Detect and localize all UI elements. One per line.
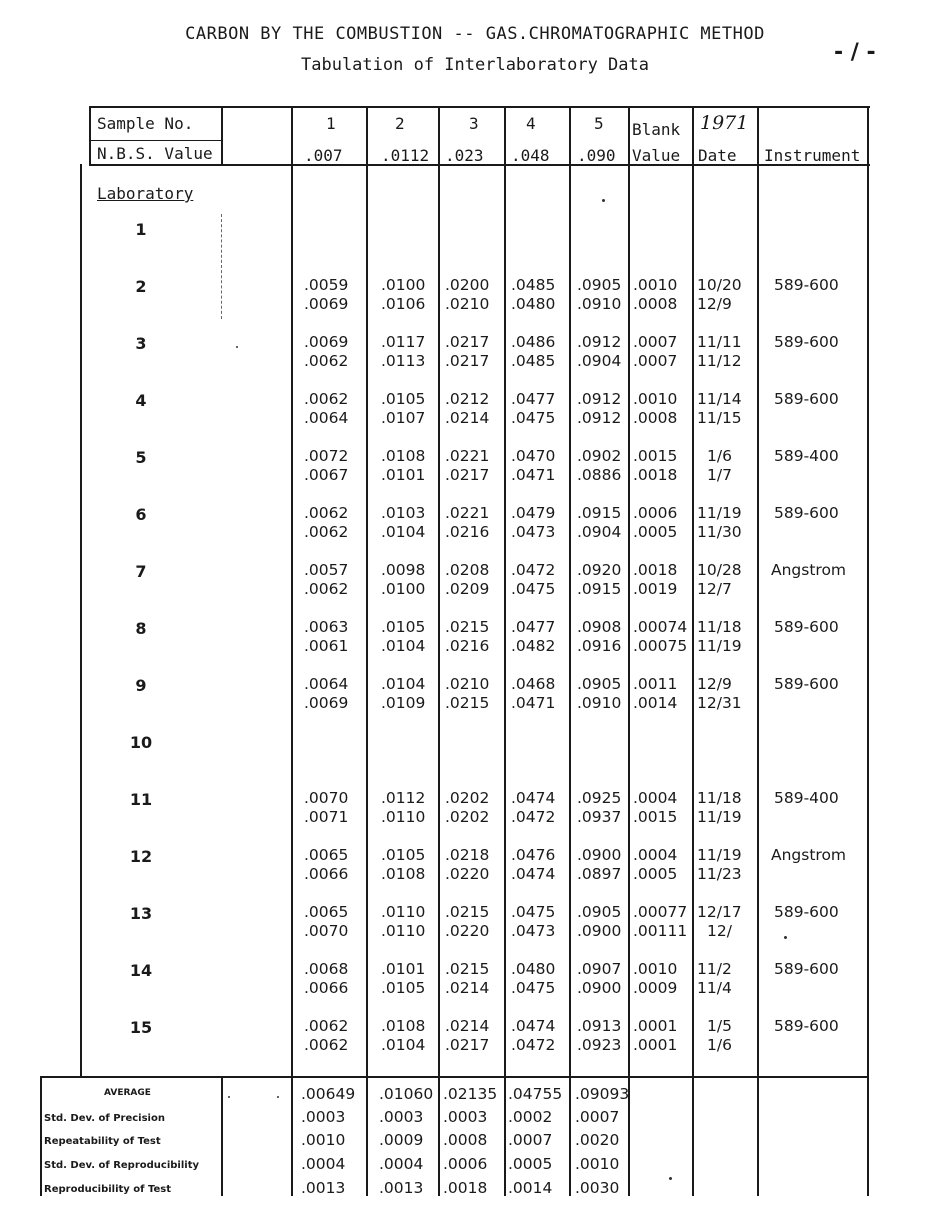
value-cell-blank: .0007 — [633, 352, 678, 370]
value-cell-v1: .0062 — [304, 1017, 349, 1035]
value-cell-v2: .0108 — [381, 1017, 426, 1035]
value-cell-date: 11/2 — [697, 960, 732, 978]
document-subtitle: Tabulation of Interlaboratory Data — [301, 55, 649, 75]
value-cell-v5: .0916 — [577, 637, 622, 655]
summary-value: .0004 — [301, 1155, 346, 1173]
value-cell-v2: .0100 — [381, 580, 426, 598]
value-cell-v3: .0221 — [445, 447, 490, 465]
value-cell-v5: .0886 — [577, 466, 622, 484]
instrument-cell: 589-600 — [774, 276, 839, 294]
sample-number-3: 3 — [469, 114, 479, 133]
nbs-value-label: N.B.S. Value — [97, 144, 213, 163]
value-cell-blank: .0005 — [633, 523, 678, 541]
value-cell-v2: .0101 — [381, 960, 426, 978]
value-cell-v2: .0103 — [381, 504, 426, 522]
value-cell-v1: .0069 — [304, 694, 349, 712]
value-cell-v3: .0214 — [445, 979, 490, 997]
summary-value: .00649 — [301, 1085, 356, 1103]
col-divider-label-summary — [221, 1076, 223, 1196]
handwritten-year: 1971 — [700, 112, 749, 134]
value-cell-v2: .0098 — [381, 561, 426, 579]
value-cell-v1: .0067 — [304, 466, 349, 484]
value-cell-v1: .0062 — [304, 1036, 349, 1054]
nbs-value-5: .090 — [577, 146, 616, 165]
value-cell-v4: .0475 — [511, 409, 556, 427]
col-divider-4 — [504, 106, 506, 1196]
value-cell-v5: .0923 — [577, 1036, 622, 1054]
value-cell-v3: .0217 — [445, 333, 490, 351]
value-cell-v1: .0063 — [304, 618, 349, 636]
value-cell-v5: .0937 — [577, 808, 622, 826]
summary-value: .0010 — [575, 1155, 620, 1173]
summary-label: Repeatability of Test — [44, 1136, 161, 1147]
value-cell-v5: .0907 — [577, 960, 622, 978]
value-cell-v1: .0062 — [304, 352, 349, 370]
instrument-cell: 589-600 — [774, 960, 839, 978]
summary-value: .0010 — [301, 1131, 346, 1149]
value-cell-blank: .00075 — [633, 637, 688, 655]
value-cell-date: 11/19 — [697, 846, 742, 864]
laboratory-number: 7 — [135, 562, 147, 581]
laboratory-number: 10 — [129, 733, 153, 752]
value-cell-v2: .0110 — [381, 808, 426, 826]
value-cell-blank: .0018 — [633, 466, 678, 484]
col-divider-3 — [438, 106, 440, 1196]
value-cell-v1: .0062 — [304, 580, 349, 598]
value-cell-date: 1/5 — [707, 1017, 732, 1035]
summary-value: .0013 — [301, 1179, 346, 1197]
value-cell-v4: .0485 — [511, 276, 556, 294]
nbs-value-3: .023 — [445, 146, 484, 165]
instrument-label: Instrument — [764, 146, 861, 165]
value-cell-v4: .0480 — [511, 960, 556, 978]
summary-value: .01060 — [379, 1085, 434, 1103]
summary-value: .0020 — [575, 1131, 620, 1149]
col-divider-7 — [692, 106, 694, 1196]
summary-label: Reproducibility of Test — [44, 1184, 172, 1195]
value-cell-date: 12/7 — [697, 580, 732, 598]
value-cell-v3: .0215 — [445, 694, 490, 712]
value-cell-blank: .0001 — [633, 1017, 678, 1035]
value-cell-v5: .0900 — [577, 846, 622, 864]
value-cell-v5: .0902 — [577, 447, 622, 465]
col-divider-1 — [291, 106, 293, 1196]
value-cell-date: 11/23 — [697, 865, 742, 883]
value-cell-blank: .0004 — [633, 789, 678, 807]
value-cell-blank: .0015 — [633, 447, 678, 465]
value-cell-v2: .0105 — [381, 618, 426, 636]
value-cell-v2: .0110 — [381, 903, 426, 921]
value-cell-v2: .0108 — [381, 447, 426, 465]
value-cell-v4: .0475 — [511, 979, 556, 997]
sample-number-4: 4 — [526, 114, 536, 133]
value-cell-v2: .0101 — [381, 466, 426, 484]
value-cell-v5: .0910 — [577, 694, 622, 712]
value-cell-v1: .0065 — [304, 846, 349, 864]
page-number: - / - — [834, 40, 876, 65]
value-cell-v1: .0061 — [304, 637, 349, 655]
col-divider-2 — [366, 106, 368, 1196]
value-cell-blank: .0018 — [633, 561, 678, 579]
value-cell-v3: .0210 — [445, 675, 490, 693]
value-cell-blank: .0008 — [633, 295, 678, 313]
laboratory-number: 11 — [129, 790, 153, 809]
instrument-cell: Angstrom — [771, 561, 847, 579]
scan-speck — [602, 199, 605, 202]
summary-value: .0030 — [575, 1179, 620, 1197]
value-cell-v3: .0200 — [445, 276, 490, 294]
value-cell-v2: .0104 — [381, 1036, 426, 1054]
value-cell-blank: .0004 — [633, 846, 678, 864]
value-cell-v3: .0218 — [445, 846, 490, 864]
value-cell-v2: .0100 — [381, 276, 426, 294]
scan-speck — [669, 1177, 672, 1180]
value-cell-v3: .0210 — [445, 295, 490, 313]
table-top-border — [89, 106, 870, 108]
value-cell-date: 11/18 — [697, 618, 742, 636]
value-cell-v4: .0482 — [511, 637, 556, 655]
value-cell-date: 11/18 — [697, 789, 742, 807]
summary-left-border — [40, 1076, 42, 1196]
summary-value: .0003 — [379, 1108, 424, 1126]
sample-row-underline — [89, 140, 221, 141]
laboratory-number: 2 — [135, 277, 147, 296]
summary-value: .0007 — [575, 1108, 620, 1126]
summary-value: .0004 — [379, 1155, 424, 1173]
value-cell-v3: .0215 — [445, 960, 490, 978]
value-cell-v4: .0476 — [511, 846, 556, 864]
scan-speck — [784, 936, 787, 939]
value-cell-v2: .0104 — [381, 637, 426, 655]
laboratory-number: 9 — [135, 676, 147, 695]
summary-value: .0009 — [379, 1131, 424, 1149]
value-cell-date: 1/6 — [707, 1036, 732, 1054]
date-label: Date — [698, 146, 737, 165]
value-cell-v4: .0472 — [511, 1036, 556, 1054]
value-cell-v4: .0473 — [511, 922, 556, 940]
laboratory-number: 3 — [135, 334, 147, 353]
value-cell-v2: .0105 — [381, 390, 426, 408]
value-cell-v4: .0474 — [511, 865, 556, 883]
value-cell-v2: .0105 — [381, 979, 426, 997]
value-cell-blank: .0008 — [633, 409, 678, 427]
value-cell-date: 11/30 — [697, 523, 742, 541]
instrument-cell: 589-400 — [774, 447, 839, 465]
value-cell-blank: .0005 — [633, 865, 678, 883]
value-cell-v5: .0913 — [577, 1017, 622, 1035]
value-cell-v2: .0113 — [381, 352, 426, 370]
value-cell-date: 11/19 — [697, 504, 742, 522]
value-cell-blank: .00074 — [633, 618, 688, 636]
value-cell-v4: .0470 — [511, 447, 556, 465]
value-cell-blank: .0015 — [633, 808, 678, 826]
value-cell-v2: .0108 — [381, 865, 426, 883]
value-cell-v5: .0912 — [577, 333, 622, 351]
value-cell-date: 12/ — [707, 922, 732, 940]
sample-no-label: Sample No. — [97, 114, 194, 133]
value-cell-v5: .0908 — [577, 618, 622, 636]
value-cell-v3: .0202 — [445, 789, 490, 807]
value-cell-date: 12/9 — [697, 295, 732, 313]
value-cell-v1: .0071 — [304, 808, 349, 826]
value-cell-v2: .0104 — [381, 675, 426, 693]
sample-number-5: 5 — [594, 114, 604, 133]
value-cell-v5: .0905 — [577, 276, 622, 294]
value-cell-v2: .0110 — [381, 922, 426, 940]
laboratory-number: 5 — [135, 448, 147, 467]
value-cell-v4: .0485 — [511, 352, 556, 370]
value-cell-v5: .0904 — [577, 523, 622, 541]
value-cell-blank: .0019 — [633, 580, 678, 598]
summary-value: .09093 — [575, 1085, 630, 1103]
value-cell-v4: .0486 — [511, 333, 556, 351]
laboratory-heading: Laboratory — [97, 184, 194, 203]
value-cell-date: 11/12 — [697, 352, 742, 370]
value-cell-v4: .0474 — [511, 789, 556, 807]
value-cell-blank: .0006 — [633, 504, 678, 522]
value-cell-v1: .0062 — [304, 523, 349, 541]
value-cell-v5: .0920 — [577, 561, 622, 579]
summary-label: AVERAGE — [104, 1088, 151, 1098]
laboratory-number: 14 — [129, 961, 153, 980]
value-cell-v3: .0215 — [445, 903, 490, 921]
col-divider-label-dashed — [221, 214, 222, 319]
value-cell-v5: .0905 — [577, 903, 622, 921]
value-cell-v3: .0215 — [445, 618, 490, 636]
instrument-cell: 589-600 — [774, 675, 839, 693]
value-cell-v3: .0221 — [445, 504, 490, 522]
value-cell-v1: .0072 — [304, 447, 349, 465]
value-cell-v1: .0059 — [304, 276, 349, 294]
instrument-cell: 589-600 — [774, 903, 839, 921]
value-cell-date: 12/9 — [697, 675, 732, 693]
table-left-border-lower — [80, 164, 82, 1077]
summary-value: .0006 — [443, 1155, 488, 1173]
nbs-value-4: .048 — [511, 146, 550, 165]
value-cell-date: 11/4 — [697, 979, 732, 997]
value-cell-v2: .0106 — [381, 295, 426, 313]
laboratory-number: 12 — [129, 847, 153, 866]
summary-value: .0007 — [508, 1131, 553, 1149]
value-cell-blank: .00111 — [633, 922, 688, 940]
value-cell-v1: .0065 — [304, 903, 349, 921]
value-cell-v1: .0064 — [304, 675, 349, 693]
table-left-border — [89, 106, 91, 166]
value-cell-date: 12/17 — [697, 903, 742, 921]
value-cell-v1: .0062 — [304, 390, 349, 408]
summary-value: .0003 — [443, 1108, 488, 1126]
value-cell-v1: .0070 — [304, 789, 349, 807]
summary-value: .0002 — [508, 1108, 553, 1126]
value-cell-v3: .0209 — [445, 580, 490, 598]
value-cell-v4: .0477 — [511, 618, 556, 636]
value-cell-v4: .0480 — [511, 295, 556, 313]
summary-label: Std. Dev. of Reproducibility — [44, 1160, 200, 1171]
value-cell-date: 1/6 — [707, 447, 732, 465]
value-cell-blank: .00077 — [633, 903, 688, 921]
value-cell-v2: .0107 — [381, 409, 426, 427]
col-divider-5 — [569, 106, 571, 1196]
value-cell-v5: .0912 — [577, 409, 622, 427]
instrument-cell: Angstrom — [771, 846, 847, 864]
value-cell-date: 11/11 — [697, 333, 742, 351]
col-divider-6 — [628, 106, 630, 1196]
summary-label: Std. Dev. of Precision — [44, 1113, 165, 1124]
value-cell-v4: .0471 — [511, 694, 556, 712]
value-cell-v1: .0069 — [304, 295, 349, 313]
value-cell-v5: .0915 — [577, 580, 622, 598]
laboratory-number: 15 — [129, 1018, 153, 1037]
value-cell-v4: .0468 — [511, 675, 556, 693]
value-cell-blank: .0001 — [633, 1036, 678, 1054]
instrument-cell: 589-600 — [774, 333, 839, 351]
summary-value: .0013 — [379, 1179, 424, 1197]
summary-value: .04755 — [508, 1085, 563, 1103]
instrument-cell: 589-600 — [774, 504, 839, 522]
summary-value: .0018 — [443, 1179, 488, 1197]
summary-value: .0008 — [443, 1131, 488, 1149]
scan-speck — [236, 346, 238, 348]
value-cell-v1: .0066 — [304, 865, 349, 883]
document-title: CARBON BY THE COMBUSTION -- GAS.CHROMATOGRAPHIC METHOD — [185, 24, 765, 44]
value-cell-blank: .0011 — [633, 675, 678, 693]
value-cell-v1: .0064 — [304, 409, 349, 427]
value-cell-v5: .0912 — [577, 390, 622, 408]
value-cell-v2: .0104 — [381, 523, 426, 541]
instrument-cell: 589-600 — [774, 1017, 839, 1035]
value-cell-v4: .0471 — [511, 466, 556, 484]
value-cell-v3: .0217 — [445, 1036, 490, 1054]
value-cell-date: 11/19 — [697, 637, 742, 655]
value-cell-v4: .0472 — [511, 808, 556, 826]
value-cell-date: 10/20 — [697, 276, 742, 294]
summary-value: .0005 — [508, 1155, 553, 1173]
value-cell-v5: .0904 — [577, 352, 622, 370]
value-cell-v5: .0900 — [577, 922, 622, 940]
value-cell-date: 11/15 — [697, 409, 742, 427]
value-cell-v4: .0479 — [511, 504, 556, 522]
blank-value-label-bottom: Value — [632, 146, 681, 165]
laboratory-number: 8 — [135, 619, 147, 638]
value-cell-v5: .0915 — [577, 504, 622, 522]
value-cell-v4: .0475 — [511, 580, 556, 598]
blank-value-label-top: Blank — [632, 120, 681, 139]
laboratory-number: 6 — [135, 505, 147, 524]
value-cell-v2: .0109 — [381, 694, 426, 712]
value-cell-v4: .0474 — [511, 1017, 556, 1035]
instrument-cell: 589-600 — [774, 390, 839, 408]
value-cell-date: 11/14 — [697, 390, 742, 408]
value-cell-v1: .0068 — [304, 960, 349, 978]
value-cell-date: 1/7 — [707, 466, 732, 484]
col-divider-label — [221, 106, 223, 166]
value-cell-v3: .0214 — [445, 409, 490, 427]
value-cell-blank: .0009 — [633, 979, 678, 997]
summary-value: .0014 — [508, 1179, 553, 1197]
value-cell-v5: .0897 — [577, 865, 622, 883]
value-cell-v3: .0214 — [445, 1017, 490, 1035]
value-cell-v5: .0905 — [577, 675, 622, 693]
value-cell-v4: .0477 — [511, 390, 556, 408]
value-cell-blank: .0010 — [633, 276, 678, 294]
value-cell-date: 12/31 — [697, 694, 742, 712]
table-right-border — [867, 106, 869, 1196]
laboratory-number: 1 — [135, 220, 147, 239]
summary-divider — [40, 1076, 868, 1078]
laboratory-number: 4 — [135, 391, 147, 410]
value-cell-v3: .0217 — [445, 352, 490, 370]
instrument-cell: 589-400 — [774, 789, 839, 807]
value-cell-date: 11/19 — [697, 808, 742, 826]
value-cell-v3: .0220 — [445, 865, 490, 883]
value-cell-v3: .0216 — [445, 523, 490, 541]
value-cell-v1: .0069 — [304, 333, 349, 351]
laboratory-number: 13 — [129, 904, 153, 923]
col-divider-8 — [757, 106, 759, 1196]
value-cell-v3: .0216 — [445, 637, 490, 655]
value-cell-blank: .0014 — [633, 694, 678, 712]
value-cell-blank: .0010 — [633, 390, 678, 408]
value-cell-v5: .0925 — [577, 789, 622, 807]
instrument-cell: 589-600 — [774, 618, 839, 636]
value-cell-v3: .0202 — [445, 808, 490, 826]
summary-value: .02135 — [443, 1085, 498, 1103]
sample-number-2: 2 — [395, 114, 405, 133]
value-cell-v4: .0475 — [511, 903, 556, 921]
value-cell-v3: .0220 — [445, 922, 490, 940]
scan-speck — [228, 1096, 230, 1098]
value-cell-blank: .0007 — [633, 333, 678, 351]
value-cell-date: 10/28 — [697, 561, 742, 579]
value-cell-blank: .0010 — [633, 960, 678, 978]
value-cell-v2: .0117 — [381, 333, 426, 351]
value-cell-v5: .0900 — [577, 979, 622, 997]
value-cell-v5: .0910 — [577, 295, 622, 313]
value-cell-v4: .0472 — [511, 561, 556, 579]
value-cell-v3: .0212 — [445, 390, 490, 408]
value-cell-v1: .0070 — [304, 922, 349, 940]
value-cell-v1: .0057 — [304, 561, 349, 579]
value-cell-v2: .0112 — [381, 789, 426, 807]
value-cell-v2: .0105 — [381, 846, 426, 864]
scan-speck — [277, 1096, 279, 1098]
sample-number-1: 1 — [326, 114, 336, 133]
nbs-value-1: .007 — [304, 146, 343, 165]
value-cell-v1: .0066 — [304, 979, 349, 997]
value-cell-v3: .0208 — [445, 561, 490, 579]
nbs-value-2: .0112 — [381, 146, 430, 165]
value-cell-v3: .0217 — [445, 466, 490, 484]
value-cell-v1: .0062 — [304, 504, 349, 522]
value-cell-v4: .0473 — [511, 523, 556, 541]
summary-value: .0003 — [301, 1108, 346, 1126]
